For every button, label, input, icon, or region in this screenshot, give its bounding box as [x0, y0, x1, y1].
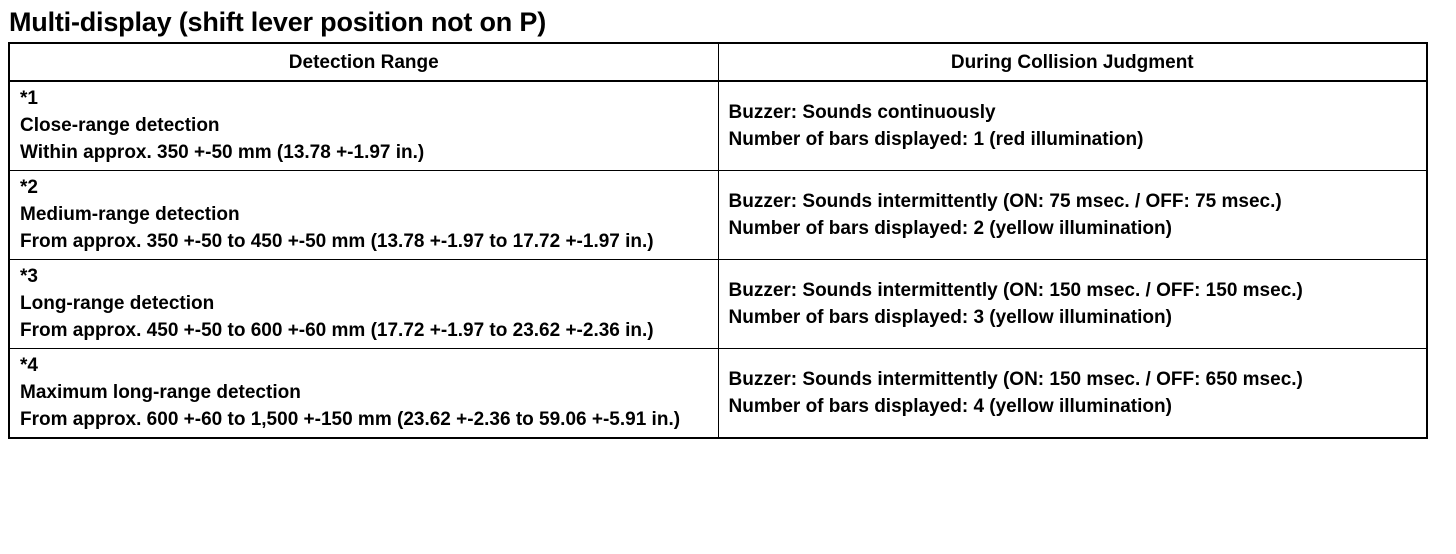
judgment-cell: [718, 171, 1427, 260]
bars-text: Number of bars displayed: 3 (yellow illumination): [728, 306, 1172, 328]
bars-text: Number of bars displayed: 1 (red illumination): [728, 128, 1144, 150]
buzzer-text: Buzzer: Sounds continuously: [728, 101, 996, 123]
bars-text: Number of bars displayed: 4 (yellow illumination): [728, 395, 1172, 417]
buzzer-text: Buzzer: Sounds intermittently (ON: 150 msec. / OFF: 150 msec.): [728, 279, 1303, 301]
bars-text: Number of bars displayed: 2 (yellow illumination): [728, 217, 1172, 239]
range-cell: [9, 171, 718, 260]
range-mark: *3: [20, 266, 38, 287]
range-name: Close-range detection: [20, 115, 220, 136]
range-cell: [9, 260, 718, 349]
range-value: Within approx. 350 +-50 mm (13.78 +-1.97 in.): [20, 142, 425, 163]
table-row: [9, 349, 1427, 439]
range-mark: *1: [20, 88, 38, 109]
buzzer-text: Buzzer: Sounds intermittently (ON: 150 msec. / OFF: 650 msec.): [728, 368, 1303, 390]
range-name: Maximum long-range detection: [20, 382, 301, 403]
judgment-cell: [718, 349, 1427, 439]
range-name: Medium-range detection: [20, 204, 240, 225]
range-value: From approx. 600 +-60 to 1,500 +-150 mm (23.62 +-2.36 to 59.06 +-5.91 in.): [20, 409, 681, 430]
table-row: [9, 171, 1427, 260]
table-row: [9, 260, 1427, 349]
table-header-row: [9, 43, 1427, 81]
range-cell: [9, 81, 718, 171]
range-value: From approx. 350 +-50 to 450 +-50 mm (13.78 +-1.97 to 17.72 +-1.97 in.): [20, 231, 654, 252]
judgment-cell: [718, 260, 1427, 349]
range-mark: *2: [20, 177, 38, 198]
range-mark: *4: [20, 355, 38, 376]
buzzer-text: Buzzer: Sounds intermittently (ON: 75 msec. / OFF: 75 msec.): [728, 190, 1282, 212]
judgment-cell: [718, 81, 1427, 171]
range-value: From approx. 450 +-50 to 600 +-60 mm (17.72 +-1.97 to 23.62 +-2.36 in.): [20, 320, 654, 341]
range-name: Long-range detection: [20, 293, 215, 314]
page-title: Multi-display (shift lever position not on P): [9, 7, 546, 37]
range-cell: [9, 349, 718, 439]
header-collision-judgment: During Collision Judgment: [718, 43, 1427, 81]
header-detection-range: Detection Range: [9, 43, 718, 81]
table-row: [9, 81, 1427, 171]
detection-range-table: [8, 42, 1428, 439]
